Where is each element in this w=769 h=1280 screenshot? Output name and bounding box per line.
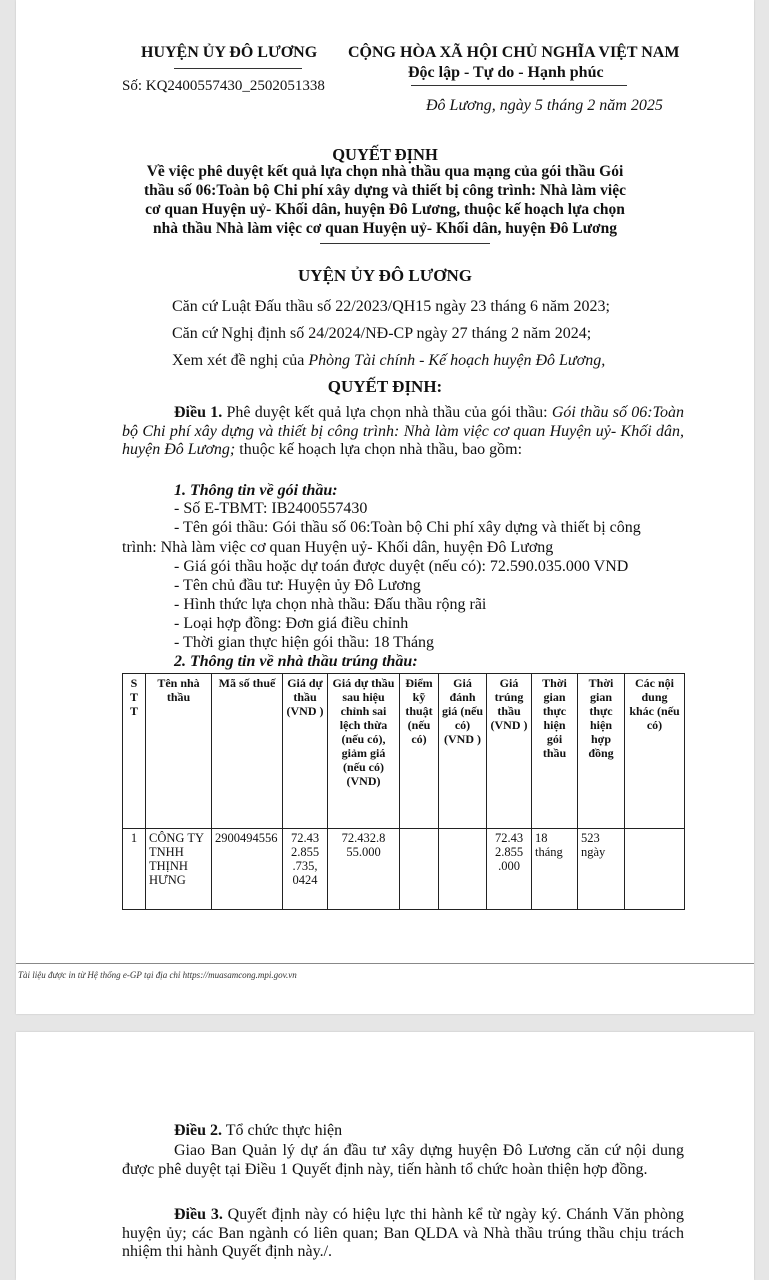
footer-divider: [16, 963, 754, 964]
subject-line-2: thầu số 06:Toàn bộ Chi phí xây dựng và thiết bị công trình: Nhà làm việc: [144, 182, 626, 199]
cell-bidder-name: CÔNG TY TNHH THỊNH HƯNG: [146, 829, 212, 910]
cell-other: [625, 829, 685, 910]
cell-tech-score: [400, 829, 439, 910]
document-page-1: [16, 0, 754, 1014]
decision-heading: QUYẾT ĐỊNH: [332, 145, 438, 164]
col-tech-score: Điểm kỹ thuật (nếu có): [400, 674, 439, 829]
col-adjusted-price: Giá dự thầu sau hiệu chỉnh sai lệch thừa (nếu có), giảm giá (nếu có) (VND): [328, 674, 400, 829]
article-2-title: Tổ chức thực hiện: [222, 1122, 343, 1139]
article-1-package-name: Gói thầu số 06:Toàn bộ Chi phí xây dựng và thiết bị công trình: Nhà làm việc cơ quan Huyện uỷ- Khối dân, huyện Đô Lương;: [122, 404, 684, 458]
table-header-row: [123, 674, 685, 829]
article-1-suffix: thuộc kế hoạch lựa chọn nhà thầu, bao gồm:: [235, 441, 523, 458]
article-3-paragraph: [122, 1206, 684, 1262]
col-bidder-name: Tên nhà thầu: [146, 674, 212, 829]
article-2-body: Giao Ban Quản lý dự án đầu tư xây dựng huyện Đô Lương căn cứ nội dung được phê duyệt tại Điều 1 Quyết định này, tiến hành tổ chức hoàn thiện hợp đồng.: [122, 1142, 684, 1178]
info-duration: - Thời gian thực hiện gói thầu: 18 Tháng: [174, 634, 435, 651]
org-name: HUYỆN ỦY ĐÔ LƯƠNG: [141, 44, 318, 61]
cell-adjusted-price: 72.432.8 55.000: [328, 829, 400, 910]
cell-package-duration: 18 tháng: [532, 829, 578, 910]
doc-number: Số: KQ2400557430_2502051338: [122, 78, 325, 94]
article-1-label: Điều 1.: [174, 404, 223, 421]
article-3-body: Quyết định này có hiệu lực thi hành kể từ ngày ký. Chánh Văn phòng huyện ủy; các Ban ngành có liên quan; Ban QLDA và Nhà thầu trúng thầu chịu trách nhiệm thi hành Quyết định này./.: [122, 1206, 685, 1260]
authority-name: UYỆN ỦY ĐÔ LƯƠNG: [298, 266, 472, 285]
info-investor: - Tên chủ đầu tư: Huyện ủy Đô Lương: [174, 577, 421, 594]
col-tax-code: Mã số thuế: [212, 674, 283, 829]
cell-bid-price: 72.43 2.855 .735, 0424: [283, 829, 328, 910]
col-winning-price: Giá trúng thầu (VND ): [487, 674, 532, 829]
info-package-name: - Tên gói thầu: Gói thầu số 06:Toàn bộ Chi phí xây dựng và thiết bị công: [174, 519, 641, 536]
col-stt: S T T: [123, 674, 146, 829]
cell-stt: 1: [123, 829, 146, 910]
motto-underline: [411, 85, 627, 86]
info-etbmt: - Số E-TBMT: IB2400557430: [174, 500, 368, 517]
basis-decree: Căn cứ Nghị định số 24/2024/NĐ-CP ngày 27 tháng 2 năm 2024;: [172, 325, 592, 342]
info-selection-method: - Hình thức lựa chọn nhà thầu: Đấu thầu rộng rãi: [174, 596, 487, 613]
info-package-name-cont: trình: Nhà làm việc cơ quan Huyện uỷ- Khối dân, huyện Đô Lương: [122, 539, 554, 556]
title-underline: [320, 243, 490, 244]
col-eval-price: Giá đánh giá (nếu có) (VND ): [439, 674, 487, 829]
cell-winning-price: 72.43 2.855 .000: [487, 829, 532, 910]
nation-title: CỘNG HÒA XÃ HỘI CHỦ NGHĨA VIỆT NAM: [348, 44, 680, 61]
winning-bidder-table: [122, 673, 685, 910]
cell-eval-price: [439, 829, 487, 910]
decide-heading: QUYẾT ĐỊNH:: [327, 377, 443, 396]
place-date: Đô Lương, ngày 5 tháng 2 năm 2025: [426, 97, 663, 114]
col-package-duration: Thời gian thực hiện gói thầu: [532, 674, 578, 829]
article-2-heading: [174, 1122, 342, 1140]
col-other: Các nội dung khác (nếu có): [625, 674, 685, 829]
consideration: [172, 352, 605, 370]
section-2-title: 2. Thông tin về nhà thầu trúng thầu:: [174, 653, 418, 670]
col-contract-duration: Thời gian thực hiện hợp đồng: [578, 674, 625, 829]
cell-tax-code: 2900494556: [212, 829, 283, 910]
article-3-label: Điều 3.: [174, 1206, 223, 1223]
cell-contract-duration: 523 ngày: [578, 829, 625, 910]
consider-prefix: Xem xét đề nghị của: [172, 352, 309, 369]
info-package-price: - Giá gói thầu hoặc dự toán được duyệt (nếu có): 72.590.035.000 VND: [174, 558, 629, 575]
subject-line-4: nhà thầu Nhà làm việc cơ quan Huyện uỷ- Khối dân, huyện Đô Lương: [152, 220, 618, 237]
subject-line-1: Về việc phê duyệt kết quả lựa chọn nhà thầu qua mạng của gói thầu Gói: [146, 163, 624, 180]
table-row: [123, 829, 685, 910]
motto: Độc lập - Tự do - Hạnh phúc: [408, 64, 604, 81]
article-1-paragraph: [122, 404, 684, 460]
article-2-label: Điều 2.: [174, 1122, 222, 1139]
article-1-intro: Phê duyệt kết quả lựa chọn nhà thầu của gói thầu:: [222, 404, 552, 421]
consider-dept: Phòng Tài chính - Kế hoạch huyện Đô Lương,: [308, 352, 606, 369]
col-bid-price: Giá dự thầu (VND ): [283, 674, 328, 829]
org-underline: [174, 68, 302, 69]
document-page-2: [16, 1032, 754, 1280]
section-1-title: 1. Thông tin về gói thầu:: [174, 482, 338, 499]
footer-note: Tài liệu được in từ Hệ thống e-GP tại địa chỉ https://muasamcong.mpi.gov.vn: [18, 970, 297, 980]
info-contract-type: - Loại hợp đồng: Đơn giá điều chỉnh: [174, 615, 409, 632]
basis-law: Căn cứ Luật Đấu thầu số 22/2023/QH15 ngày 23 tháng 6 năm 2023;: [172, 298, 610, 315]
subject-line-3: cơ quan Huyện uỷ- Khối dân, huyện Đô Lương, thuộc kế hoạch lựa chọn: [145, 201, 625, 218]
